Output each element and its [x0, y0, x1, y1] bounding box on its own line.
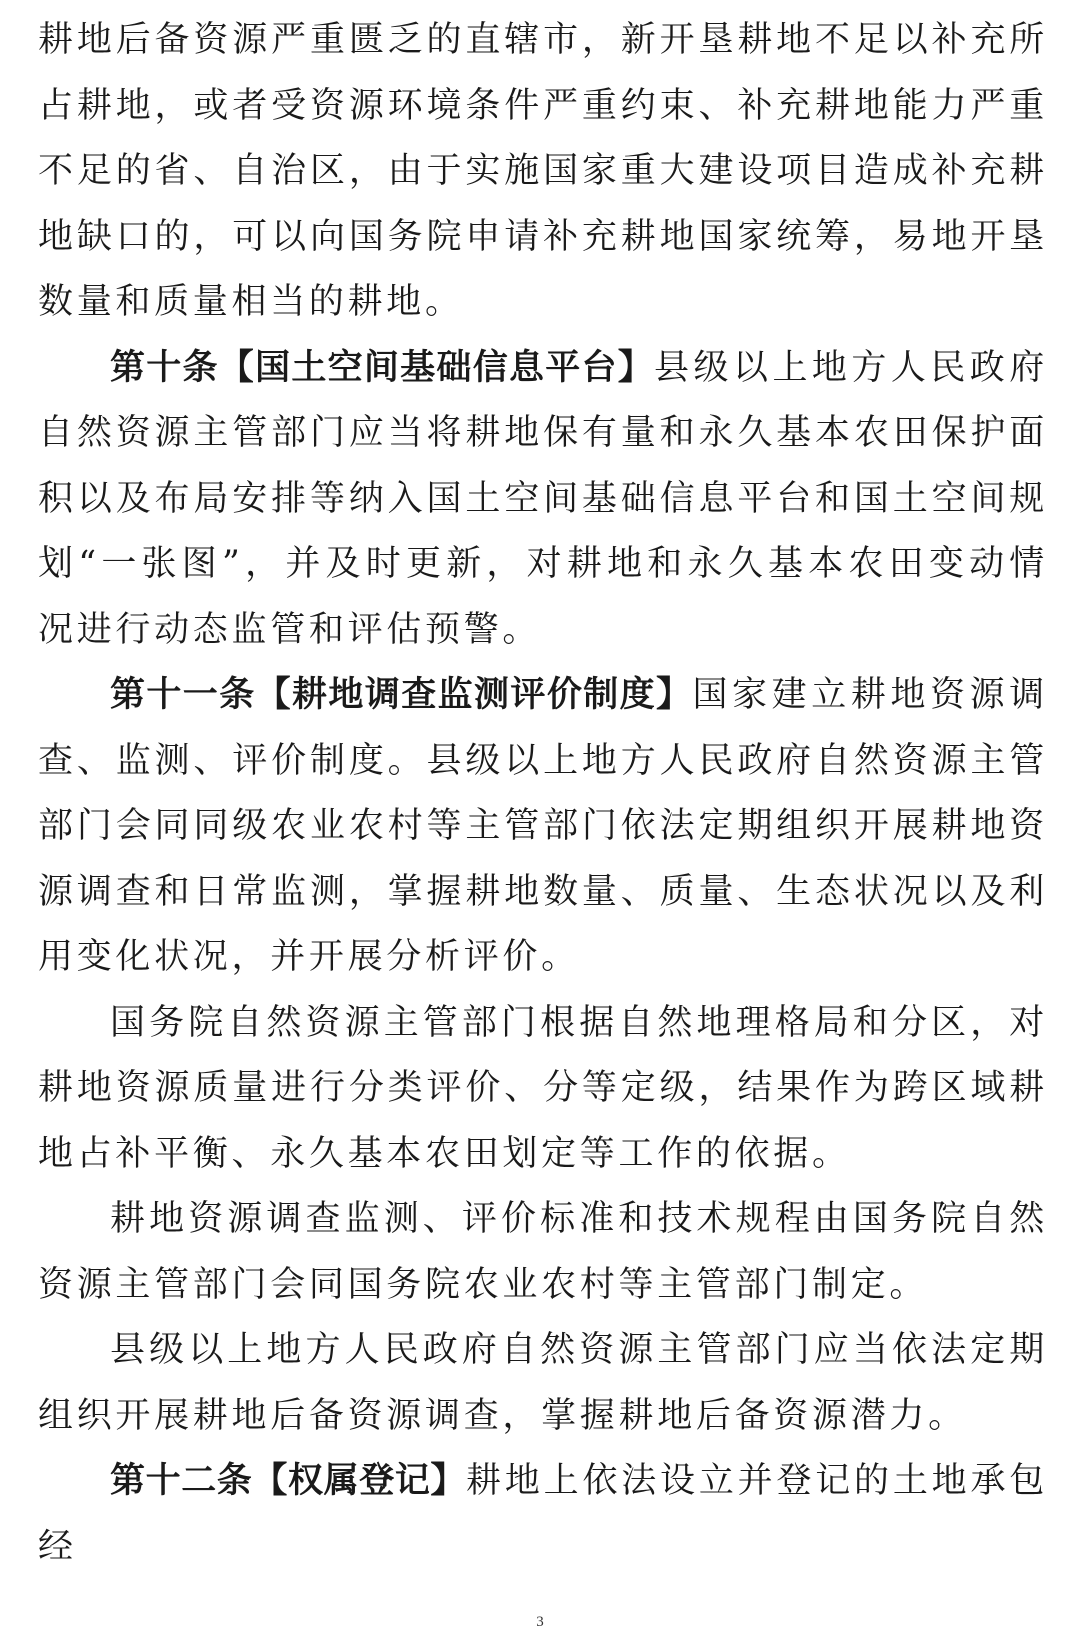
- paragraph-text: 耕地后备资源严重匮乏的直辖市，新开垦耕地不足以补充所占耕地，或者受资源环境条件严重约束、补充耕地能力严重不足的省、自治区，由于实施国家重大建设项目造成补充耕地缺口的，可以向国务院申请补充耕地国家统筹，易地开垦数量和质量相当的耕地。: [38, 20, 1048, 322]
- article-heading: 第十条【国土空间基础信息平台】: [110, 347, 655, 388]
- paragraph: [38, 1318, 1048, 1449]
- article-10: [38, 336, 1048, 664]
- article-heading: 第十一条【耕地调查监测评价制度】: [110, 675, 693, 715]
- paragraph: [38, 991, 1048, 1188]
- paragraph-continuation: [38, 8, 1048, 336]
- article-text: 县级以上地方人民政府自然资源主管部门应当将耕地保有量和永久基本农田保护面积以及布局安排等纳入国土空间基础信息平台和国土空间规划“一张图”，并及时更新，对耕地和永久基本农田变动情况进行动态监管和评估预警。: [38, 347, 1048, 650]
- article-heading: 第十二条【权属登记】: [110, 1461, 467, 1501]
- page-number: 3: [536, 1614, 544, 1630]
- article-text: 耕地上依法设立并登记的土地承包经: [38, 1461, 1048, 1567]
- paragraph-text: 县级以上地方人民政府自然资源主管部门应当依法定期组织开展耕地后备资源调查，掌握耕地后备资源潜力。: [38, 1330, 1048, 1436]
- paragraph-text: 国务院自然资源主管部门根据自然地理格局和分区，对耕地资源质量进行分类评价、分等定级，结果作为跨区域耕地占补平衡、永久基本农田划定等工作的依据。: [38, 1002, 1048, 1174]
- paragraph: [38, 1187, 1048, 1318]
- article-12: [38, 1449, 1048, 1580]
- document-page: [38, 8, 1048, 1580]
- article-11: [38, 663, 1048, 991]
- article-text: 国家建立耕地资源调查、监测、评价制度。县级以上地方人民政府自然资源主管部门会同同级农业农村等主管部门依法定期组织开展耕地资源调查和日常监测，掌握耕地数量、质量、生态状况以及利用变化状况，并开展分析评价。: [38, 675, 1048, 977]
- paragraph-text: 耕地资源调查监测、评价标准和技术规程由国务院自然资源主管部门会同国务院农业农村等主管部门制定。: [38, 1199, 1048, 1305]
